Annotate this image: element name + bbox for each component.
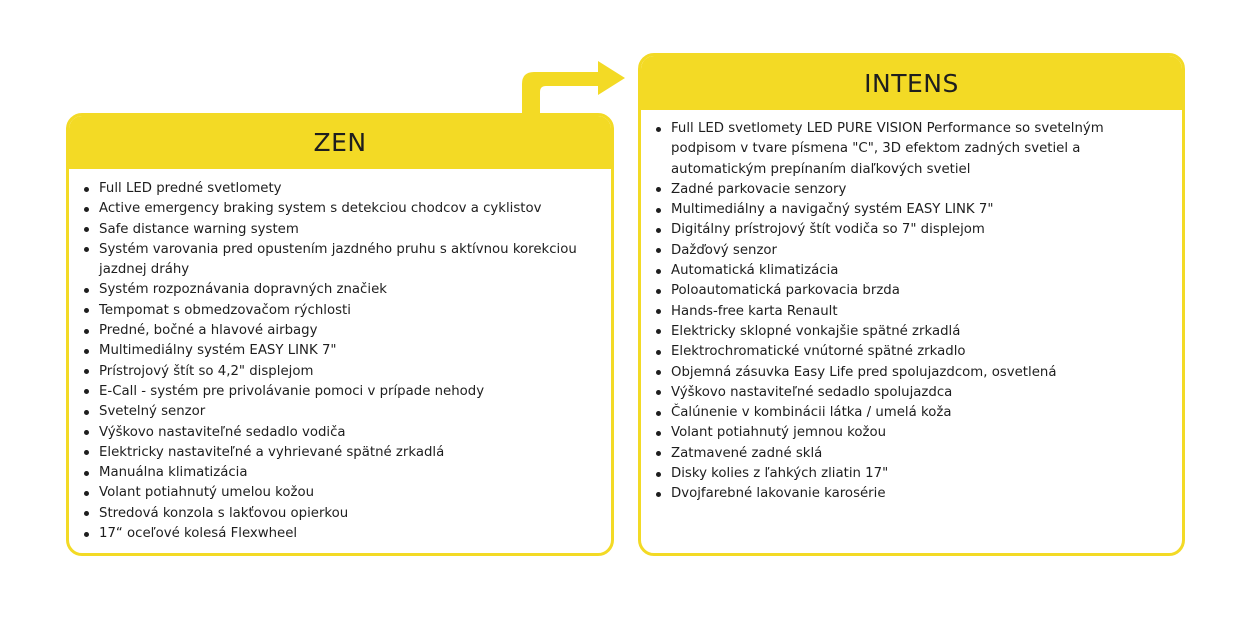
intens-feature-item: Dvojfarebné lakovanie karosérie [649, 484, 1169, 504]
arrow-shape [522, 61, 625, 113]
zen-card [66, 113, 614, 556]
zen-feature-item: Prístrojový štít so 4,2" displejom [77, 362, 597, 382]
intens-feature-item: Disky kolies z ľahkých zliatin 17" [649, 464, 1169, 484]
intens-card [638, 53, 1185, 556]
intens-feature-item: Objemná zásuvka Easy Life pred spolujazdcom, osvetlená [649, 363, 1169, 383]
zen-feature-item: Elektricky nastaviteľné a vyhrievané spätné zrkadlá [77, 443, 597, 463]
zen-feature-item: Active emergency braking system s detekciou chodcov a cyklistov [77, 199, 597, 219]
zen-feature-item: Výškovo nastaviteľné sedadlo vodiča [77, 423, 597, 443]
zen-title: ZEN [313, 128, 367, 157]
zen-feature-item: Multimediálny systém EASY LINK 7" [77, 341, 597, 361]
intens-header [641, 56, 1182, 110]
intens-feature-item: Elektricky sklopné vonkajšie spätné zrkadlá [649, 322, 1169, 342]
intens-feature-list [649, 119, 1169, 505]
zen-feature-list [77, 179, 597, 544]
zen-feature-item: Svetelný senzor [77, 402, 597, 422]
intens-feature-item: Dažďový senzor [649, 241, 1169, 261]
intens-feature-item: Poloautomatická parkovacia brzda [649, 281, 1169, 301]
zen-feature-item: Stredová konzola s lakťovou opierkou [77, 504, 597, 524]
intens-feature-item: Zatmavené zadné sklá [649, 444, 1169, 464]
zen-feature-item: Volant potiahnutý umelou kožou [77, 483, 597, 503]
intens-feature-item: Hands-free karta Renault [649, 302, 1169, 322]
intens-feature-item: Digitálny prístrojový štít vodiča so 7" displejom [649, 220, 1169, 240]
intens-title: INTENS [864, 68, 959, 98]
zen-header [69, 116, 611, 169]
intens-feature-item: Multimediálny a navigačný systém EASY LINK 7" [649, 200, 1169, 220]
zen-feature-item: Safe distance warning system [77, 220, 597, 240]
intens-feature-item: Automatická klimatizácia [649, 261, 1169, 281]
zen-feature-item: Systém rozpoznávania dopravných značiek [77, 280, 597, 300]
intens-feature-item: Elektrochromatické vnútorné spätné zrkadlo [649, 342, 1169, 362]
zen-feature-item: Tempomat s obmedzovačom rýchlosti [77, 301, 597, 321]
intens-feature-item: Full LED svetlomety LED PURE VISION Performance so svetelným podpisom v tvare písmena "C", 3D efektom zadných svetiel a automatickým prepínaním diaľkových svetiel [649, 119, 1169, 180]
intens-feature-item: Výškovo nastaviteľné sedadlo spolujazdca [649, 383, 1169, 403]
intens-feature-item: Čalúnenie v kombinácii látka / umelá koža [649, 403, 1169, 423]
zen-feature-item: Manuálna klimatizácia [77, 463, 597, 483]
zen-feature-item: E-Call - systém pre privolávanie pomoci v prípade nehody [77, 382, 597, 402]
zen-feature-item: 17“ oceľové kolesá Flexwheel [77, 524, 597, 544]
intens-feature-item: Volant potiahnutý jemnou kožou [649, 423, 1169, 443]
zen-feature-item: Systém varovania pred opustením jazdného pruhu s aktívnou korekciou jazdnej dráhy [77, 240, 597, 281]
zen-feature-item: Full LED predné svetlomety [77, 179, 597, 199]
zen-feature-item: Predné, bočné a hlavové airbagy [77, 321, 597, 341]
intens-feature-item: Zadné parkovacie senzory [649, 180, 1169, 200]
